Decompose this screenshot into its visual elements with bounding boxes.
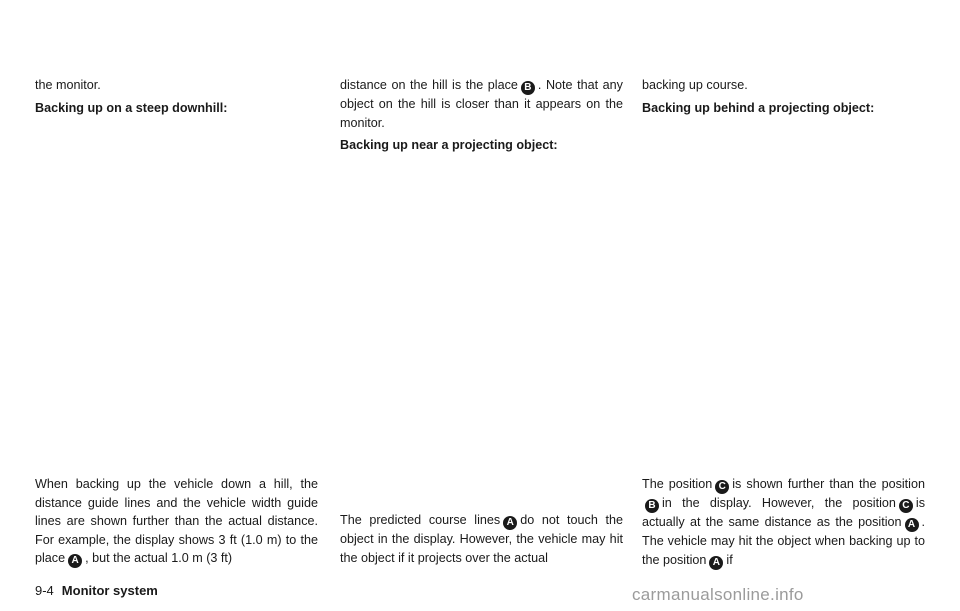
col2-body-text-b: do not touch the object in the display. However, the vehicle may hit the object if it projects over the actual [340, 513, 623, 565]
col2-body [340, 511, 623, 567]
col2-text-a: distance on the hill is the place [340, 78, 518, 92]
marker-c-icon: C [715, 480, 729, 494]
col3-text-1: backing up course. [642, 78, 748, 92]
page-footer [35, 583, 158, 598]
marker-b-icon: B [645, 499, 659, 513]
col1-body-text-a: When backing up the vehicle down a hill, the distance guide lines and the vehicle width guide lines are shown further than the actual distance. For example, the display shows 3 ft (1.0 m) to the place [35, 477, 318, 566]
page-number: 9-4 [35, 583, 54, 598]
marker-c-icon: C [899, 499, 913, 513]
column-2 [340, 76, 623, 132]
col3-text-t3: in the display. However, the position [662, 496, 896, 510]
col3-body [642, 475, 925, 570]
marker-a-icon: A [503, 516, 517, 530]
col3-paragraph [642, 475, 925, 570]
col3-text-t6: if [726, 552, 733, 567]
col2-paragraph-1 [340, 76, 623, 132]
marker-a-icon: A [905, 518, 919, 532]
col1-figure-area [35, 120, 318, 465]
column-3 [642, 76, 925, 117]
col2-figure-area [340, 158, 623, 498]
col1-paragraph [35, 475, 318, 568]
marker-a-icon: A [68, 554, 82, 568]
col2-heading-block [340, 132, 623, 155]
marker-b-icon: B [521, 81, 535, 95]
section-title: Monitor system [61, 583, 158, 598]
col3-text-t2: is shown further than the position [732, 477, 925, 491]
col2-paragraph-2 [340, 511, 623, 567]
marker-a-icon: A [709, 556, 723, 570]
col3-text-t4: is actually at the same distance as the position [642, 496, 925, 529]
col2-text-b: . Note that any object on the hill is closer than it appears on the monitor. [340, 78, 623, 130]
col1-body [35, 475, 318, 568]
column-1 [35, 76, 318, 117]
col2-body-text-a: The predicted course lines [340, 513, 501, 527]
col3-text-t5: . The vehicle may hit the object when backing up to the position [642, 515, 925, 567]
col1-body-text-b: , but the actual 1.0 m (3 ft) [85, 551, 233, 566]
col3-heading: Backing up behind a projecting object: [642, 100, 875, 115]
watermark: carmanualsonline.info [632, 585, 804, 604]
col3-figure-area [642, 120, 925, 465]
col2-heading: Backing up near a projecting object: [340, 138, 558, 152]
col1-heading: Backing up on a steep downhill: [35, 100, 228, 115]
col3-text-t1: The position [642, 477, 713, 491]
col1-text-1: the monitor. [35, 78, 101, 92]
